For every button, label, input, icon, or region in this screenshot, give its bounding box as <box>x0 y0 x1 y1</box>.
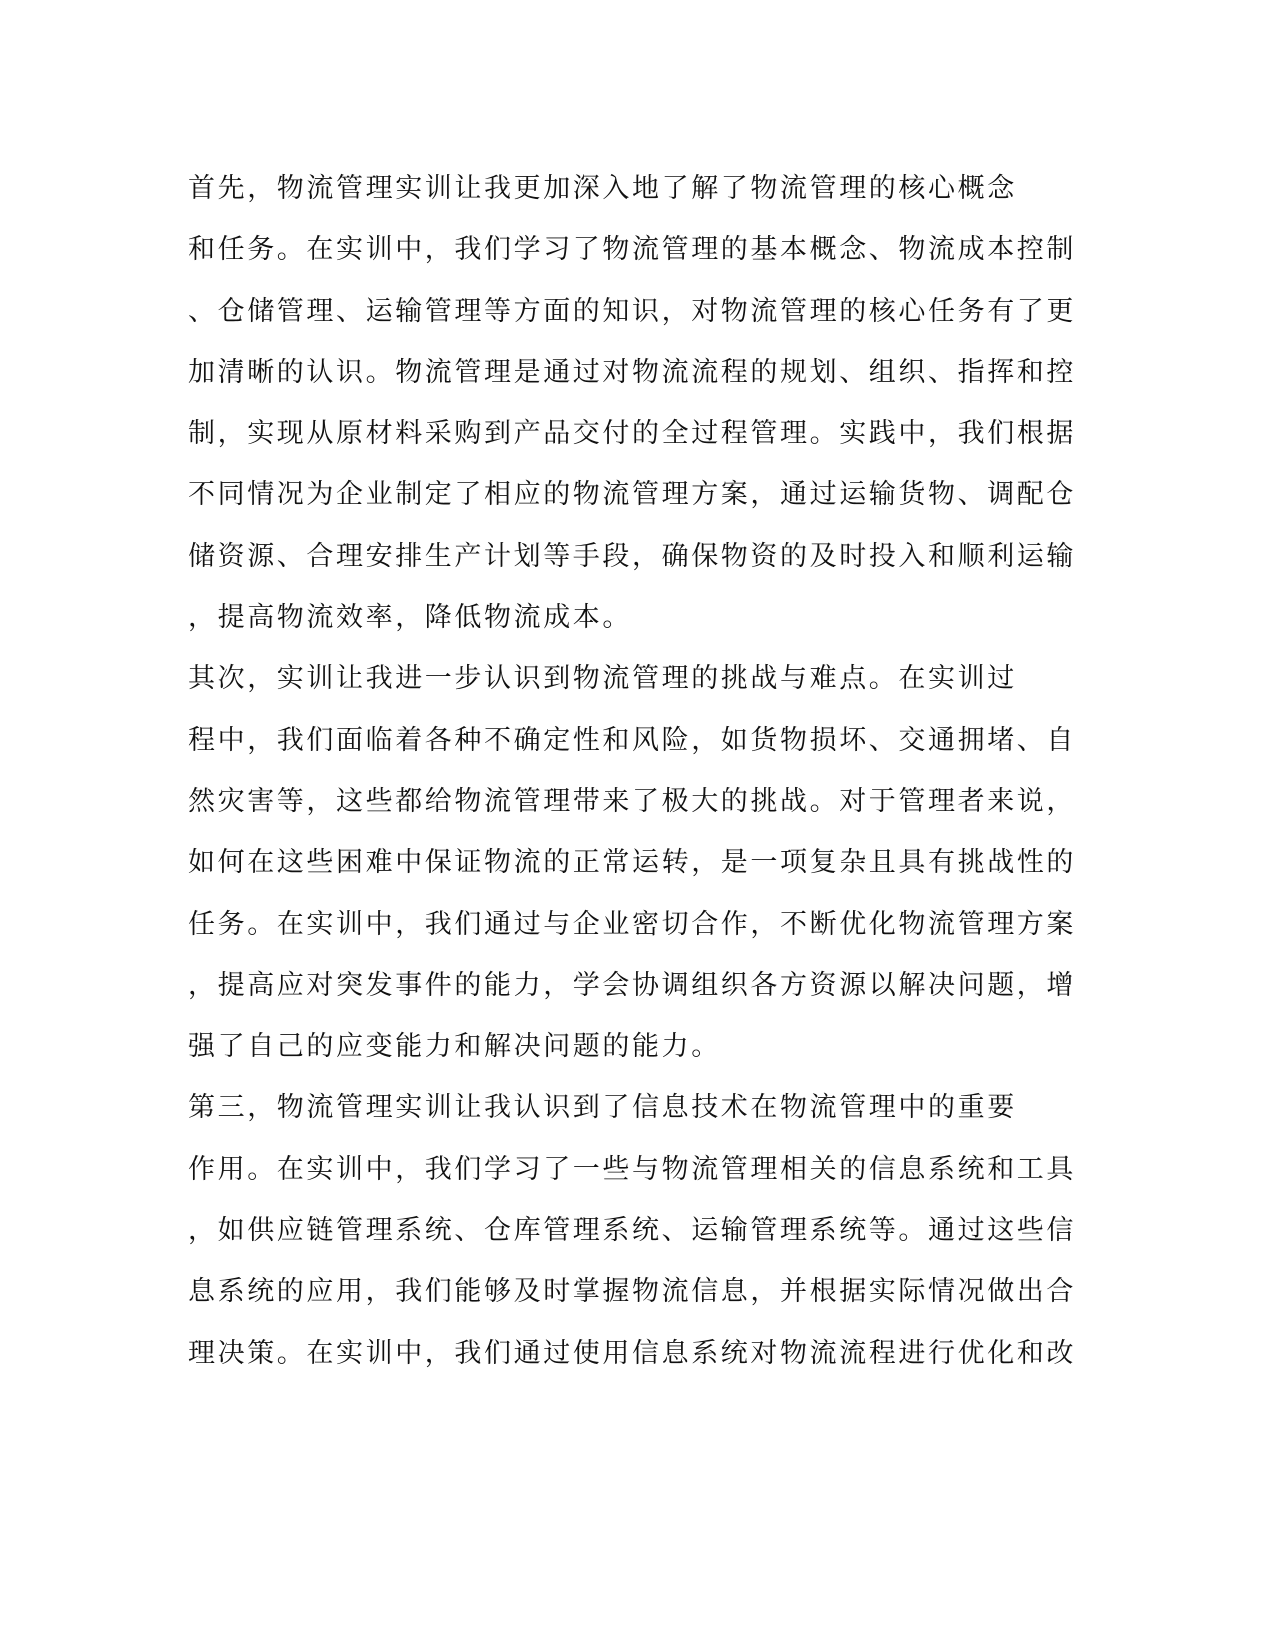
text-line: 第三，物流管理实训让我认识到了信息技术在物流管理中的重要 <box>188 1092 1017 1124</box>
text-line: 息系统的应用，我们能够及时掌握物流信息，并根据实际情况做出合 <box>188 1276 1076 1308</box>
text-line: 理决策。在实训中，我们通过使用信息系统对物流流程进行优化和改 <box>188 1337 1076 1369</box>
text-line: 强了自己的应变能力和解决问题的能力。 <box>188 1031 721 1063</box>
text-line: 、仓储管理、运输管理等方面的知识，对物流管理的核心任务有了更 <box>188 295 1076 327</box>
text-line: 如何在这些困难中保证物流的正常运转，是一项复杂且具有挑战性的 <box>188 847 1076 879</box>
text-line: 加清晰的认识。物流管理是通过对物流流程的规划、组织、指挥和控 <box>188 356 1076 388</box>
text-line: 制，实现从原材料采购到产品交付的全过程管理。实践中，我们根据 <box>188 418 1076 450</box>
text-line: 其次，实训让我进一步认识到物流管理的挑战与难点。在实训过 <box>188 663 1017 695</box>
text-line: 和任务。在实训中，我们学习了物流管理的基本概念、物流成本控制 <box>188 234 1076 266</box>
text-line: ，如供应链管理系统、仓库管理系统、运输管理系统等。通过这些信 <box>188 1215 1076 1247</box>
text-line: 储资源、合理安排生产计划等手段，确保物资的及时投入和顺利运输 <box>188 540 1076 572</box>
text-line: ，提高物流效率，降低物流成本。 <box>188 602 632 634</box>
text-line: 不同情况为企业制定了相应的物流管理方案，通过运输货物、调配仓 <box>188 479 1076 511</box>
text-line: 作用。在实训中，我们学习了一些与物流管理相关的信息系统和工具 <box>188 1153 1076 1185</box>
text-line: 程中，我们面临着各种不确定性和风险，如货物损坏、交通拥堵、自 <box>188 724 1076 756</box>
text-line: ，提高应对突发事件的能力，学会协调组织各方资源以解决问题，增 <box>188 969 1076 1001</box>
body-text <box>188 158 1076 1384</box>
text-line: 首先，物流管理实训让我更加深入地了解了物流管理的核心概念 <box>188 173 1017 204</box>
text-line: 然灾害等，这些都给物流管理带来了极大的挑战。对于管理者来说， <box>188 785 1076 817</box>
text-line: 任务。在实训中，我们通过与企业密切合作，不断优化物流管理方案 <box>188 908 1076 940</box>
